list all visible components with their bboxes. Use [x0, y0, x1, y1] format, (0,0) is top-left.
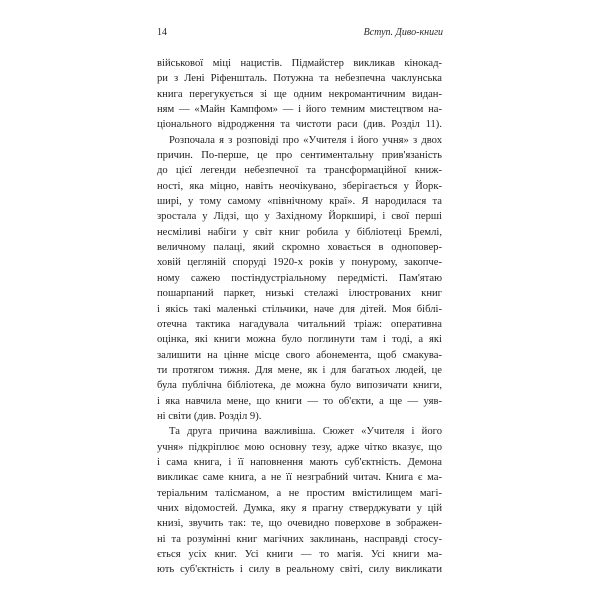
- text-line: несміливі набіги у світ книг робила у бібліотеці Бремлі,: [157, 226, 442, 238]
- text-line: величному палаці, який скромно ховається в одноповер-: [157, 242, 442, 254]
- text-line: ні та розумінні книг магічних заклинань, насправді стосу-: [157, 533, 442, 545]
- text-line: викликає саме книга, а не її незграбний читач. Книга є ма-: [157, 472, 442, 484]
- text-line: ширі, у тому самому «північному краї». Я народилася та: [157, 196, 442, 208]
- text-line: залишити на цінне місце свого абонемента, щоб смакува-: [157, 349, 442, 361]
- text-line: була публічна бібліотека, де можна було випозичати книги,: [157, 380, 442, 392]
- running-title: Вступ. Диво-книги: [363, 27, 443, 38]
- text-line: ням — «Майн Кампфом» — і його темним мистецтвом на-: [157, 104, 442, 116]
- text-line: ється усіх книг. Усі книги — то магія. Усі книги ма-: [157, 549, 442, 560]
- text-line: військової міці нацистів. Підмайстер викликав кінокад-: [157, 58, 442, 69]
- text-line: ри з Лені Ріфеншталь. Потужна та небезпечна чаклунська: [157, 73, 442, 85]
- text-line: учня» підкріплює мою основну тезу, адже чітко вказує, що: [157, 441, 442, 453]
- text-line: причин. По-перше, це про сентиментальну прив'язаність: [157, 150, 442, 162]
- text-line: і якісь такі маленькі стільчики, наче для дітей. Моя біблі-: [157, 303, 442, 315]
- text-line: і яка навчила мене, що книги — то об'єкти, а ще — уяв-: [157, 395, 442, 407]
- page-number: 14: [157, 27, 167, 38]
- text-line: оцінка, які книги можна було поглинути там і тоді, а які: [157, 334, 442, 346]
- text-line: отечна тактика нагадувала читальний тріаж: оперативна: [157, 318, 442, 330]
- text-line: ні світи (див. Розділ 9).: [157, 410, 262, 422]
- running-head: [157, 27, 443, 41]
- text-line: ють суб'єктність і силу в реальному світі, силу викликати: [157, 564, 442, 576]
- text-line: Та друга причина важливіша. Сюжет «Учителя і його: [169, 426, 442, 438]
- text-line: ному сажею постіндустріальному передмісті. Пам'ятаю: [157, 272, 442, 284]
- text-line: зростала у Лідзі, що у Західному Йоркширі, і свої перші: [157, 211, 442, 223]
- text-line: до цієї легенди небезпечної та трансформаційної книж-: [157, 165, 442, 177]
- text-line: ти протягом тижня. Для мене, як і для багатьох людей, це: [157, 364, 442, 376]
- text-line: пошарпаний паркет, низькі стелажі ілюстрованих книг: [157, 288, 442, 300]
- text-line: ності, яка міцно, навіть неочікувано, зберігається у Йорк-: [157, 180, 442, 192]
- text-line: теріальним талісманом, а не простим вмістилищем магі-: [157, 487, 442, 499]
- text-line: ховій цегляній споруді 1920-х років у понурому, закопче-: [157, 257, 442, 269]
- text-line: Розпочала я з розповіді про «Учителя і його учня» з двох: [169, 134, 442, 146]
- text-line: і сама книга, і її наповнення мають суб'єктність. Демона: [157, 456, 442, 468]
- text-line: чних відомостей. Думка, яку я прагну стверджувати у цій: [157, 502, 442, 514]
- body-text: [157, 56, 442, 578]
- text-line: ціонального відродження та чистоти раси (див. Розділ 11).: [157, 119, 442, 131]
- text-line: книзі, звучить так: те, що очевидно поверхове в зображен-: [157, 518, 442, 530]
- text-line: книга перегукується зі ще одним некромантичним видан-: [157, 88, 442, 100]
